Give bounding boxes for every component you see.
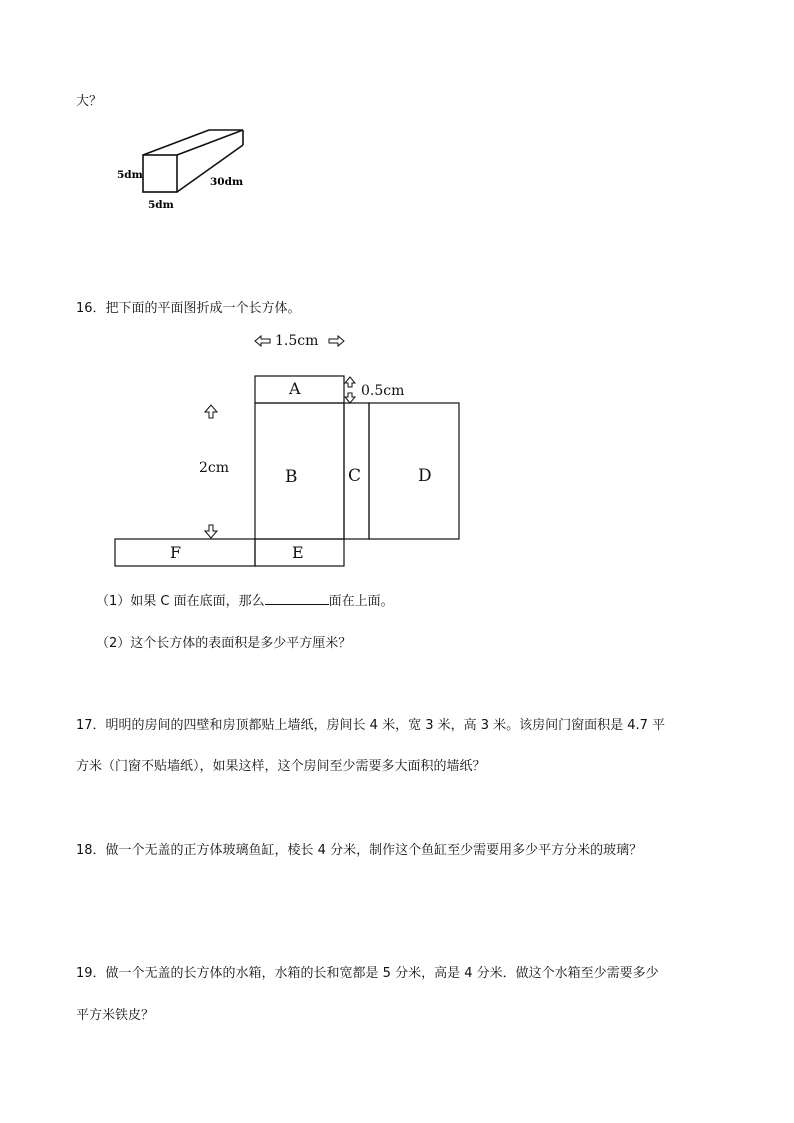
answer-blank[interactable] — [265, 592, 329, 605]
cuboid-height-label: 5dm — [117, 169, 143, 181]
q16-title: 16．把下面的平面图折成一个长方体。 — [76, 301, 301, 316]
right-arrow-icon — [329, 336, 344, 346]
q16-sub1-before: （1）如果 C 面在底面，那么 — [96, 594, 265, 609]
face-d — [369, 403, 459, 539]
up-arrow-icon — [205, 405, 217, 418]
face-label-c: C — [348, 466, 362, 486]
face-label-a: A — [289, 379, 301, 398]
face-b — [255, 403, 344, 539]
cuboid-length-label: 30dm — [210, 176, 244, 188]
cuboid-width-label: 5dm — [148, 199, 174, 211]
q18-line1: 18．做一个无盖的正方体玻璃鱼缸，棱长 4 分米，制作这个鱼缸至少需要用多少平方分米的玻璃？ — [76, 843, 643, 858]
face-label-b: B — [285, 467, 298, 487]
down-arrow-icon — [345, 393, 355, 403]
q19-line1: 19．做一个无盖的长方体的水箱，水箱的长和宽都是 5 分米，高是 4 分米．做这个水箱至少需要多少 — [76, 966, 659, 981]
q16-sub1-after: 面在上面。 — [328, 594, 394, 609]
q16-sub2: （2）这个长方体的表面积是多少平方厘米？ — [96, 636, 352, 651]
left-arrow-icon — [255, 336, 270, 346]
q19-line2: 平方米铁皮？ — [76, 1008, 155, 1023]
face-label-d: D — [418, 466, 432, 486]
q15-text-tail: 大？ — [76, 94, 103, 109]
face-label-e: E — [292, 543, 304, 562]
width-dimension-label: 1.5cm — [275, 333, 319, 349]
q17-line1: 17．明明的房间的四壁和房顶都贴上墙纸，房间长 4 米，宽 3 米，高 3 米。该房间门窗面积是 4.7 平 — [76, 718, 666, 733]
face-label-f: F — [170, 543, 182, 562]
q16-sub1 — [96, 590, 394, 609]
q17-line2: 方米（门窗不贴墙纸），如果这样，这个房间至少需要多大面积的墙纸？ — [76, 759, 486, 774]
depth-dimension-label: 0.5cm — [361, 383, 405, 399]
height-dimension-label: 2cm — [199, 460, 230, 476]
face-f — [115, 539, 255, 566]
up-arrow-icon — [345, 377, 355, 387]
down-arrow-icon — [205, 525, 217, 538]
